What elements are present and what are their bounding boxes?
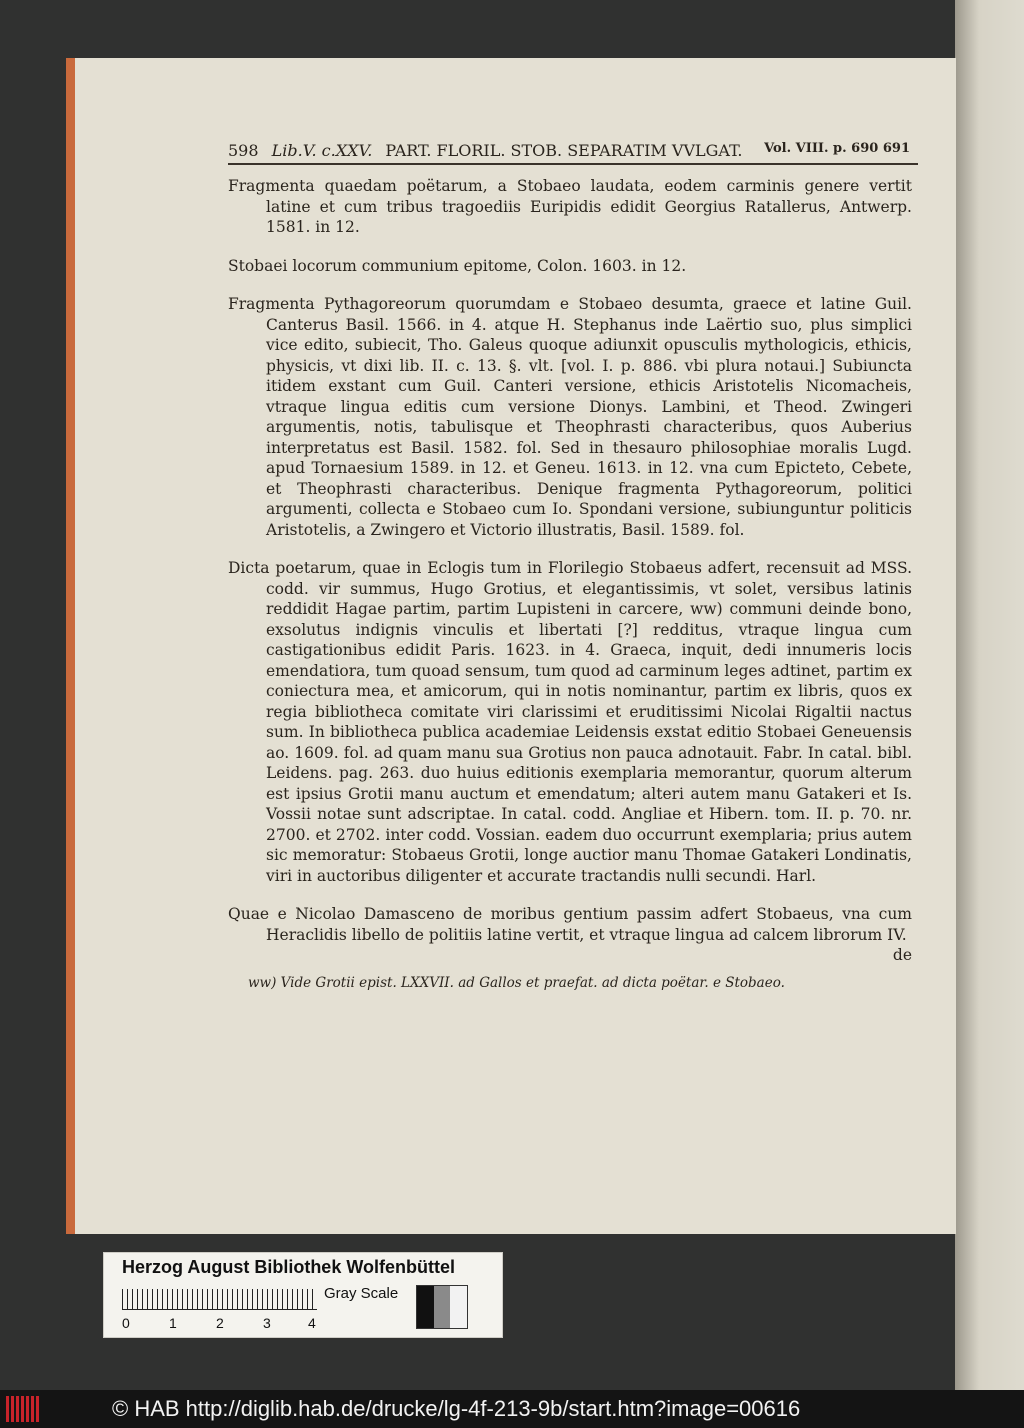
adjacent-page-edge	[955, 0, 1024, 1390]
footer-bar	[0, 1390, 1024, 1428]
hab-logo-icon	[6, 1396, 44, 1422]
swatch-white	[450, 1286, 467, 1328]
swatch-gray	[434, 1286, 451, 1328]
entry-5: Quae e Nicolao Damasceno de moribus gentium passim adfert Stobaeus, vna cum Heraclidis libello de politiis latine vertit, et vtraque lingua ad calcem librorum IV.	[228, 905, 912, 944]
entry-2: Stobaei locorum communium epitome, Colon. 1603. in 12.	[228, 256, 687, 275]
catchword: de	[892, 946, 912, 964]
ruler-mark-2: 2	[216, 1315, 224, 1331]
page-body	[228, 176, 912, 966]
volume-reference: Vol. VIII. p. 690 691	[764, 141, 910, 156]
running-head	[228, 141, 918, 165]
footer-credit-link[interactable]: © HAB http://diglib.hab.de/drucke/lg-4f-213-9b/start.htm?image=00616	[112, 1396, 801, 1421]
institution-name: Herzog August Bibliothek Wolfenbüttel	[122, 1257, 455, 1277]
running-title: PART. FLORIL. STOB. SEPARATIM VVLGAT.	[385, 141, 743, 160]
measurement-ruler	[122, 1289, 317, 1310]
section-label: Lib.V. c.XXV.	[271, 141, 373, 160]
gray-scale-label: Gray Scale	[324, 1285, 399, 1302]
footnote: ww) Vide Grotii epist. LXXVII. ad Gallos et praefat. ad dicta poëtar. e Stobaeo.	[248, 975, 785, 991]
color-reference-card	[103, 1252, 503, 1338]
ruler-mark-3: 3	[263, 1315, 271, 1331]
entry-1: Fragmenta quaedam poëtarum, a Stobaeo laudata, eodem carminis genere vertit latine et cum tribus tragoediis Euripidis edidit Georgius Ratallerus, Antwerp. 1581. in 12.	[228, 177, 912, 236]
entry-4: Dicta poetarum, quae in Eclogis tum in Florilegio Stobaeus adfert, recensuit ad MSS. codd. vir summus, Hugo Grotius, et elegantissimis, vt solet, versibus latinis reddidit Hagae partim, partim Lupisteni in carcere, ww) communi deinde bono, exsolutus indignis vinculis et libertati [?] redditus, vtraque lingua cum castigationibus edidit Paris. 1623. in 4. Graeca, inquit, dedi innumeris locis emendatiora, tum quoad sensum, tum quod ad carminum leges adtinet, partim ex coniectura mea, et amicorum, qui in notis nominantur, partim ex libris, quos ex regia bibliotheca comitate viri clarissimi et eruditissimi Nicolai Rigaltii nactus sum. In bibliotheca publica academiae Leidensis exstat editio Stobaei Geneuensis ao. 1609. fol. ad quam manu sua Grotius non pauca adnotauit. Fabr. In catal. bibl. Leidens. pag. 263. duo huius editionis exemplaria memorantur, quorum alterum est ipsius Grotii manu auctum et emendatum; alteri autem manu Gatakeri et Is. Vossii notae sunt adscriptae. In catal. codd. Angliae et Hibern. tom. II. p. 70. nr. 2700. et 2702. inter codd. Vossian. eadem duo occurrunt exemplaria; prius autem sic memoratur: Stobaeus Grotii, longe auctior manu Thomae Gatakeri Londinatis, viri in auctoribus diligenter et accurate tractandis nulli secundi. Harl.	[228, 559, 912, 885]
page-number: 598	[228, 141, 259, 160]
swatch-black	[417, 1286, 434, 1328]
ruler-mark-0: 0	[122, 1315, 130, 1331]
entry-3: Fragmenta Pythagoreorum quorumdam e Stobaeo desumta, graece et latine Guil. Canterus Basil. 1566. in 4. atque H. Stephanus inde Laërtio suo, plus simplici vice edito, subiecit, Tho. Galeus quoque adiunxit opusculis mythologicis, ethicis, physicis, vt dixi lib. II. c. 13. §. vlt. [vol. I. p. 886. vbi plura notaui.] Subiuncta itidem exstant cum Guil. Canteri versione, ethicis Aristotelis Nicomacheis, vtraque lingua editis cum versione Dionys. Lambini, et Theod. Zwingeri argumentis, notis, tabulisque et Theophrasti characteribus, quos Auberius interpretatus est Basil. 1582. fol. Sed in thesauro philosophiae moralis Lugd. apud Tornaesium 1589. in 12. et Geneu. 1613. in 12. vna cum Epicteto, Cebete, et Theophrasti characteribus. Denique fragmenta Pythagoreorum, politici argumenti, collecta e Stobaeo cum Io. Spondani versione, subiunguntur politicis Aristotelis, a Zwingero et Victorio illustratis, Basil. 1589. fol.	[228, 295, 912, 539]
ruler-mark-4: 4	[308, 1315, 316, 1331]
ruler-mark-1: 1	[169, 1315, 177, 1331]
gray-scale-swatches	[416, 1285, 468, 1329]
